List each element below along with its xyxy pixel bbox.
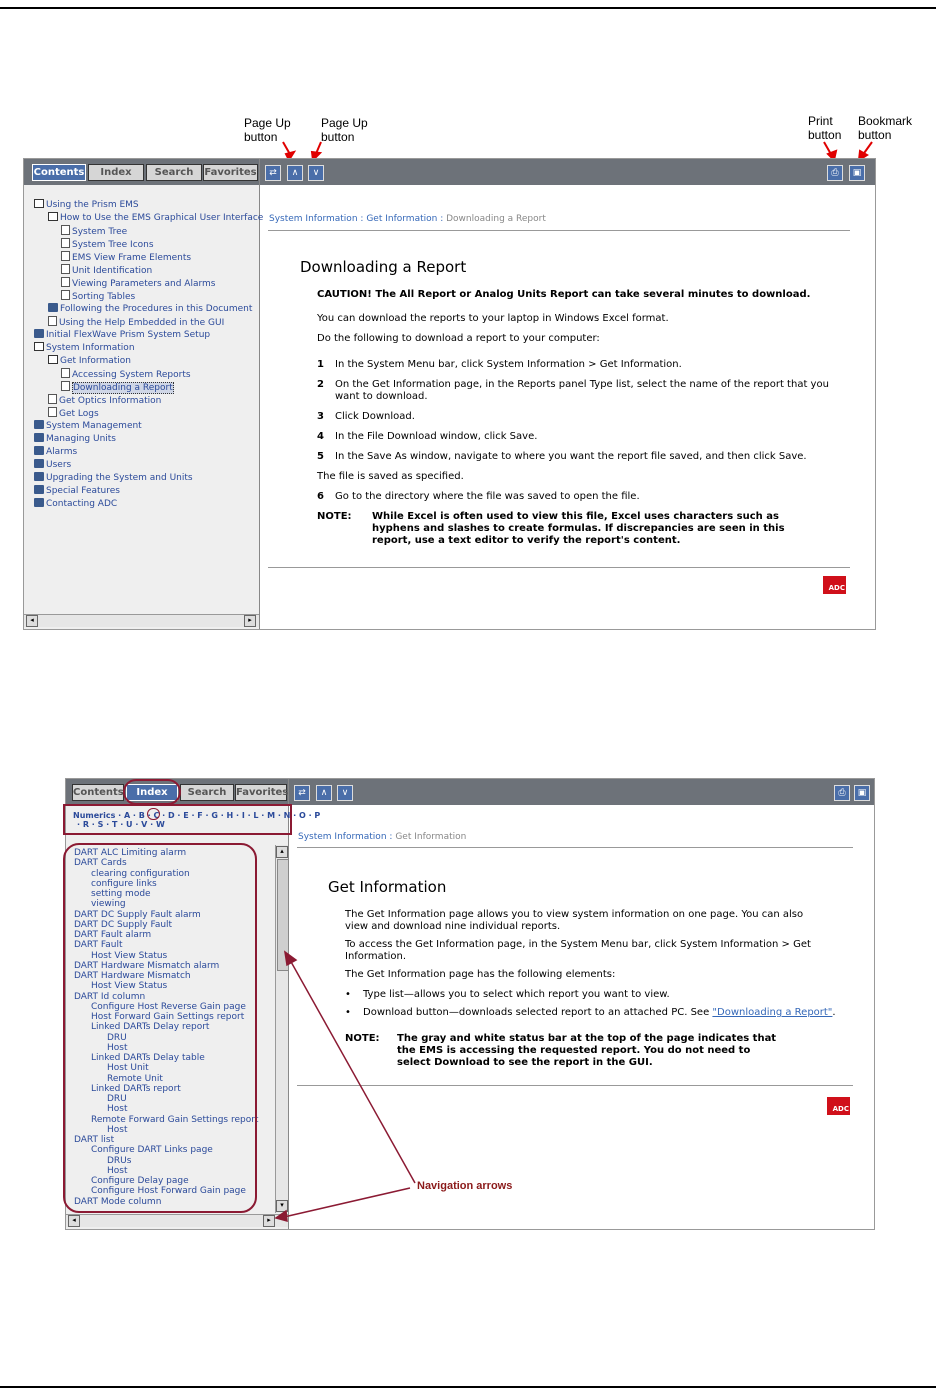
breadcrumb-link-get-information[interactable]: Get Information bbox=[366, 214, 438, 224]
tree-item[interactable]: Accessing System Reports bbox=[61, 368, 191, 381]
tab-contents[interactable]: Contents bbox=[72, 784, 124, 801]
intro-text-1: You can download the reports to your laptop in Windows Excel format. bbox=[317, 313, 669, 324]
arrow-to-vertical-scrollbar-head bbox=[285, 952, 296, 965]
tree-item[interactable]: How to Use the EMS Graphical User Interface bbox=[48, 212, 263, 224]
index-entry[interactable]: DART DC Supply Fault bbox=[74, 919, 173, 930]
paragraph-1: The Get Information page allows you to view system information on one page. You can also view and download nine individual reports. bbox=[345, 909, 804, 932]
tree-item[interactable]: Using the Help Embedded in the GUI bbox=[48, 316, 224, 329]
index-entry[interactable]: Linked DARTs report bbox=[91, 1083, 181, 1094]
tree-item[interactable]: System Tree bbox=[61, 225, 127, 238]
tab-favorites[interactable]: Favorites bbox=[235, 784, 287, 801]
breadcrumb-link-system-information[interactable]: System Information bbox=[298, 832, 387, 842]
index-entry[interactable]: DART list bbox=[74, 1135, 115, 1145]
scroll-left-arrow[interactable]: ◂ bbox=[68, 1215, 80, 1227]
page-up-button[interactable]: ∧ bbox=[287, 165, 303, 181]
index-entry[interactable]: Linked DARTs Delay report bbox=[91, 1022, 210, 1033]
print-button[interactable]: ⎙ bbox=[834, 785, 850, 801]
tab-index[interactable]: Index bbox=[126, 784, 178, 801]
tree-item[interactable]: Contacting ADC bbox=[34, 498, 117, 510]
tree-item[interactable]: Using the Prism EMS bbox=[34, 199, 139, 211]
index-entry[interactable]: Host bbox=[107, 1104, 128, 1115]
intro-text-2: Do the following to download a report to your computer: bbox=[317, 333, 600, 344]
step-number: 1 bbox=[317, 359, 324, 370]
tab-favorites[interactable]: Favorites bbox=[203, 164, 258, 181]
callout-bookmark: Bookmark button bbox=[858, 114, 913, 142]
arrow-to-scroll-right-head bbox=[276, 1211, 287, 1221]
note-text: The gray and white status bar at the top of the page indicates that the EMS is accessing the requested report. You do not need to select Download to see the report in the GUI. bbox=[397, 1033, 777, 1068]
index-entry[interactable]: Configure Delay page bbox=[91, 1176, 189, 1186]
index-entry[interactable]: viewing bbox=[91, 899, 126, 910]
index-entry[interactable]: DART DC Supply Fault alarm bbox=[74, 909, 201, 920]
print-button[interactable]: ⎙ bbox=[827, 165, 843, 181]
tab-search[interactable]: Search bbox=[146, 164, 202, 181]
scroll-right-arrow[interactable]: ▸ bbox=[244, 615, 256, 627]
page-down-button[interactable]: ∨ bbox=[337, 785, 353, 801]
bookmark-button[interactable]: ▣ bbox=[849, 165, 865, 181]
page-title: Downloading a Report bbox=[300, 258, 467, 276]
step-text: In the System Menu bar, click System Information > Get Information. bbox=[335, 359, 682, 370]
page-title: Get Information bbox=[328, 878, 447, 896]
alphabet-index[interactable]: Numerics · A · B · C · D · E · F · G · H · I · L · M · N · O · P bbox=[73, 811, 321, 820]
step-text: In the Save As window, navigate to where you want the report file saved, and then click Save. bbox=[335, 451, 807, 462]
scroll-down-arrow[interactable]: ▾ bbox=[276, 1200, 288, 1212]
scroll-left-arrow[interactable]: ◂ bbox=[26, 615, 38, 627]
tree-item[interactable]: Alarms bbox=[34, 446, 77, 458]
tree-item[interactable]: Managing Units bbox=[34, 433, 116, 445]
tree-item-selected[interactable]: Downloading a Report bbox=[61, 381, 174, 394]
index-entry[interactable]: Host View Status bbox=[91, 981, 168, 992]
index-entry[interactable]: DART Id column bbox=[74, 991, 146, 1002]
index-entry[interactable]: Configure Host Forward Gain page bbox=[91, 1186, 246, 1197]
bullet-2: Download button—downloads selected report to an attached PC. See "Downloading a Report". bbox=[363, 1007, 836, 1018]
index-entry[interactable]: clearing configuration bbox=[91, 868, 190, 879]
step-text: On the Get Information page, in the Reports panel Type list, select the name of the report that you want to download. bbox=[335, 379, 829, 402]
index-entry[interactable]: DART Mode column bbox=[74, 1196, 162, 1207]
tab-contents[interactable]: Contents bbox=[32, 164, 86, 181]
index-entry[interactable]: Host bbox=[107, 1165, 128, 1176]
index-entry[interactable]: Configure Host Reverse Gain page bbox=[91, 1001, 246, 1012]
downloading-report-link[interactable]: "Downloading a Report" bbox=[712, 1007, 833, 1018]
index-entry[interactable]: Host bbox=[107, 1124, 128, 1135]
tree-item[interactable]: Sorting Tables bbox=[61, 290, 135, 303]
scroll-right-arrow[interactable]: ▸ bbox=[263, 1215, 275, 1227]
alphabet-index-row-2[interactable]: · R · S · T · U · V · W bbox=[77, 820, 165, 829]
tree-item[interactable]: System Management bbox=[34, 420, 142, 432]
page-up-button[interactable]: ∧ bbox=[316, 785, 332, 801]
index-entry[interactable]: Remote Forward Gain Settings report bbox=[91, 1114, 259, 1125]
bullet-marker: • bbox=[345, 1007, 351, 1018]
index-entry[interactable]: setting mode bbox=[91, 889, 151, 899]
breadcrumb-current: Get Information bbox=[395, 832, 467, 842]
breadcrumb-link-system-information[interactable]: System Information bbox=[269, 214, 358, 224]
tab-search[interactable]: Search bbox=[180, 784, 234, 801]
saved-text: The file is saved as specified. bbox=[317, 471, 464, 482]
caution-text: CAUTION! The All Report or Analog Units Report can take several minutes to download. bbox=[317, 289, 811, 300]
tab-index[interactable]: Index bbox=[88, 164, 144, 181]
page-down-button[interactable]: ∨ bbox=[308, 165, 324, 181]
tree-item[interactable]: Following the Procedures in this Document bbox=[48, 303, 252, 315]
index-entry[interactable]: DRU bbox=[107, 1032, 127, 1043]
tree-item[interactable]: Users bbox=[34, 459, 71, 471]
index-entry[interactable]: Host Forward Gain Settings report bbox=[91, 1012, 245, 1022]
tree-item[interactable]: Get Logs bbox=[48, 407, 99, 420]
index-entry[interactable]: Host bbox=[107, 1042, 128, 1053]
note-label: NOTE: bbox=[345, 1033, 380, 1044]
step-number: 4 bbox=[317, 431, 324, 442]
note-label: NOTE: bbox=[317, 511, 352, 522]
step-number: 6 bbox=[317, 491, 324, 502]
tree-item[interactable]: System Information bbox=[34, 342, 135, 354]
note-text: While Excel is often used to view this file, Excel uses characters such as hyphens and slashes to create formulas. If discrepancies are seen in this report, use a text editor to verify the report's content. bbox=[372, 511, 785, 546]
adc-logo: ADC bbox=[827, 1097, 850, 1115]
tree-item[interactable]: Upgrading the System and Units bbox=[34, 472, 193, 484]
sync-toc-button[interactable]: ⇄ bbox=[294, 785, 310, 801]
navigation-arrows-label: Navigation arrows bbox=[417, 1180, 513, 1192]
paragraph-2: To access the Get Information page, in the System Menu bar, click System Information > Get Information. bbox=[345, 939, 811, 962]
step-number: 5 bbox=[317, 451, 324, 462]
bookmark-button[interactable]: ▣ bbox=[854, 785, 870, 801]
tree-item[interactable]: Get Information bbox=[48, 355, 131, 367]
index-entry[interactable]: Linked DARTs Delay table bbox=[91, 1053, 205, 1063]
callout-page-up-1: Page Up button bbox=[244, 116, 291, 144]
arrow-to-scroll-right bbox=[284, 1188, 410, 1217]
callout-print: Print button bbox=[808, 114, 842, 142]
bullet-marker: • bbox=[345, 989, 351, 1000]
index-entry[interactable]: DART Fault bbox=[74, 940, 123, 951]
index-entry[interactable]: DRU bbox=[107, 1094, 127, 1104]
tree-item[interactable]: Unit Identification bbox=[61, 264, 152, 277]
index-entry[interactable]: DRUs bbox=[107, 1155, 132, 1166]
tree-item[interactable]: Special Features bbox=[34, 485, 120, 497]
index-entry[interactable]: DART Fault alarm bbox=[74, 930, 152, 940]
index-entry[interactable]: Remote Unit bbox=[107, 1073, 163, 1084]
step-number: 2 bbox=[317, 379, 324, 390]
paragraph-3: The Get Information page has the following elements: bbox=[345, 969, 616, 980]
tree-item[interactable]: System Tree Icons bbox=[61, 238, 154, 251]
index-entry[interactable]: DART Hardware Mismatch bbox=[74, 971, 191, 981]
breadcrumb: System Information : Get Information bbox=[298, 832, 467, 842]
arrow-to-vertical-scrollbar bbox=[290, 960, 415, 1183]
scroll-up-arrow[interactable]: ▴ bbox=[276, 846, 288, 858]
tree-item[interactable]: Get Optics Information bbox=[48, 394, 161, 407]
index-entry[interactable]: Configure DART Links page bbox=[91, 1145, 213, 1156]
step-text: Go to the directory where the file was saved to open the file. bbox=[335, 491, 640, 502]
tree-item[interactable]: Initial FlexWave Prism System Setup bbox=[34, 329, 210, 341]
index-entry[interactable]: configure links bbox=[91, 878, 157, 889]
index-entry[interactable]: DART Cards bbox=[74, 858, 127, 869]
step-text: Click Download. bbox=[335, 411, 415, 422]
index-entry[interactable]: DART ALC Limiting alarm bbox=[74, 848, 187, 858]
tree-item[interactable]: EMS View Frame Elements bbox=[61, 251, 191, 264]
breadcrumb-current: Downloading a Report bbox=[446, 214, 546, 224]
bullet-1: Type list—allows you to select which report you want to view. bbox=[363, 989, 670, 1000]
tree-item[interactable]: Viewing Parameters and Alarms bbox=[61, 277, 215, 290]
adc-logo: ADC bbox=[823, 576, 846, 594]
index-entry[interactable]: Host View Status bbox=[91, 950, 168, 961]
index-entry[interactable]: DART Hardware Mismatch alarm bbox=[74, 960, 220, 971]
step-text: In the File Download window, click Save. bbox=[335, 431, 538, 442]
sync-toc-button[interactable]: ⇄ bbox=[265, 165, 281, 181]
index-entry[interactable]: Host Unit bbox=[107, 1063, 149, 1074]
step-number: 3 bbox=[317, 411, 324, 422]
breadcrumb: System Information : Get Information : Downloading a Report bbox=[269, 214, 546, 224]
callout-page-up-2: Page Up button bbox=[321, 116, 368, 144]
